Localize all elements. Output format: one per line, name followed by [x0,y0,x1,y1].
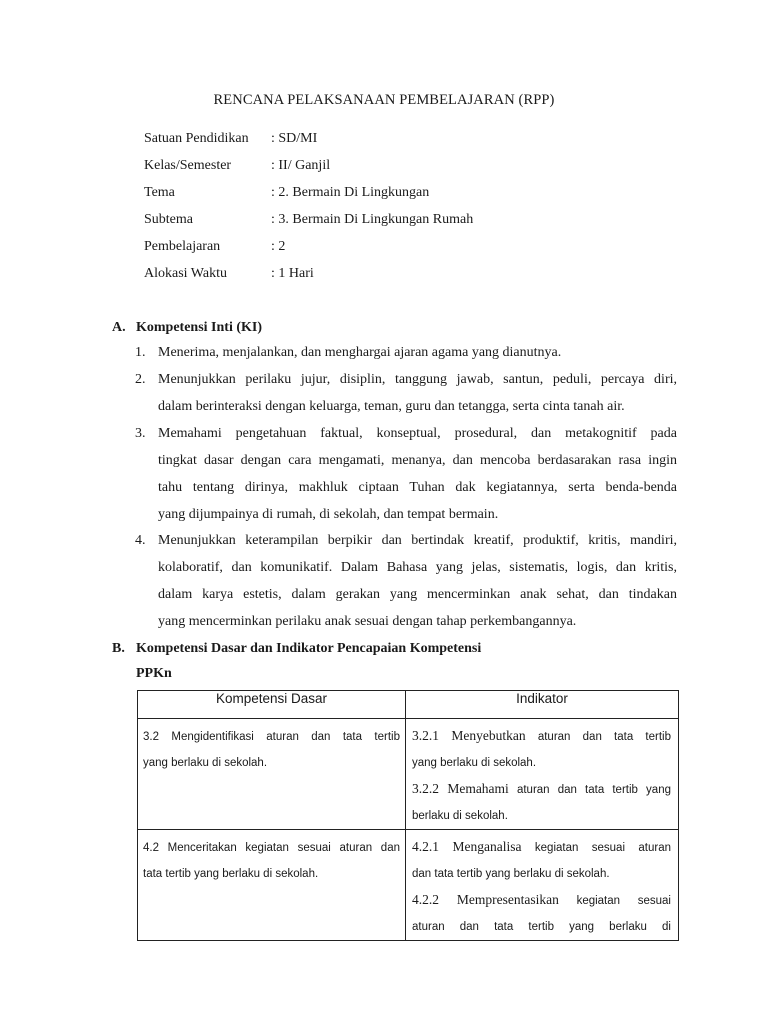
identity-row [144,212,664,232]
identity-row [144,266,664,286]
kd-cell [138,830,406,941]
kd-cell [138,719,406,830]
identity-label: Pembelajaran [144,239,221,254]
indicator-line: berlaku di sekolah. [412,810,508,822]
identity-label: Satuan Pendidikan [144,131,249,146]
indicator-cell [406,719,679,830]
indicator-cell [406,830,679,941]
indicator-text: kegiatan sesuai aturan [521,842,671,854]
indicator-text: kegiatan sesuai [558,895,671,907]
ki-text-line: dalam berinteraksi dengan keluarga, teman, guru dan tetangga, serta cinta tanah air. [158,399,625,414]
ki-text-line: kolaboratif, dan komunikatif. Dalam Bahasa yang jelas, sistematis, logis, dan kritis, [158,560,677,575]
ki-text-line: Menunjukkan keterampilan berpikir dan bertindak kreatif, produktif, kritis, mandiri, [158,533,677,548]
ki-text-line: yang dijumpainya di rumah, di sekolah, dan tempat bermain. [158,507,499,522]
kd-text-line: 3.2 Mengidentifikasi aturan dan tata tertib [143,731,400,743]
column-header-indicator: Indikator [406,691,679,719]
section-title: Kompetensi Dasar dan Indikator Pencapaian Kompetensi [136,641,482,656]
ki-number: 4. [135,533,146,548]
identity-label: Subtema [144,212,193,227]
ki-text-line: Memahami pengetahuan faktual, konseptual, prosedural, dan metakognitif pada [158,426,677,441]
indicator-verb: Memahami [439,781,509,796]
document-title: RENCANA PELAKSANAAN PEMBELAJARAN (RPP) [213,92,555,108]
indicator-line: aturan dan tata tertib yang berlaku di [412,921,671,933]
ki-text-line: tingkat dasar dengan cara mengamati, menanya, dan mencoba berdasarakan rasa ingin [158,453,677,468]
indicator-verb: Menyebutkan [439,728,526,743]
ki-text-line: dalam karya estetis, dalam gerakan yang mencerminkan anak sehat, dan tindakan [158,587,677,602]
kd-text-line: tata tertib yang berlaku di sekolah. [143,868,319,880]
indicator-verb: Menganalisa [439,839,522,854]
ki-number: 3. [135,426,146,441]
section-letter: B. [112,641,125,656]
indicator-number: 3.2.1 [412,728,439,743]
indicator-text: aturan dan tata tertib yang [508,784,671,796]
identity-row [144,185,664,205]
indicator-line: yang berlaku di sekolah. [412,757,537,769]
identity-value: : 1 Hari [271,266,314,281]
section-letter: A. [112,320,126,335]
identity-value: : 3. Bermain Di Lingkungan Rumah [271,212,474,227]
indicator-number: 3.2.2 [412,781,439,796]
ki-number: 2. [135,372,146,387]
kd-text-line: 4.2 Menceritakan kegiatan sesuai aturan dan [143,842,400,854]
identity-row [144,131,664,151]
kd-text-line: yang berlaku di sekolah. [143,757,268,769]
ki-text-line: Menunjukkan perilaku jujur, disiplin, tanggung jawab, santun, peduli, percaya diri, [158,372,677,387]
indicator-line [412,834,671,861]
identity-value: : II/ Ganjil [271,158,331,173]
identity-label: Tema [144,185,175,200]
indicator-line: dan tata tertib yang berlaku di sekolah. [412,868,610,880]
indicator-line [412,776,671,803]
identity-value: : 2. Bermain Di Lingkungan [271,185,430,200]
subject-label: PPKn [136,666,172,681]
ki-number: 1. [135,345,146,360]
identity-value: : 2 [271,239,286,254]
indicator-number: 4.2.2 [412,892,439,907]
identity-label: Alokasi Waktu [144,266,227,281]
identity-value: : SD/MI [271,131,318,146]
identity-label: Kelas/Semester [144,158,232,173]
competency-table [137,690,679,941]
ki-text-line: tahu tentang dirinya, makhluk ciptaan Tuhan dak kegiatannya, serta benda-benda [158,480,677,495]
indicator-line [412,887,671,914]
identity-row [144,239,664,259]
column-header-kd: Kompetensi Dasar [138,691,406,719]
identity-row [144,158,664,178]
ki-text-line: yang mencerminkan perilaku anak sesuai dengan tahap perkembangannya. [158,614,577,629]
indicator-verb: Mempresentasikan [439,892,559,907]
table-row [138,830,679,941]
indicator-line [412,723,671,750]
indicator-number: 4.2.1 [412,839,439,854]
table-header-row [138,691,679,719]
section-title: Kompetensi Inti (KI) [136,320,262,335]
indicator-text: aturan dan tata tertib [525,731,671,743]
ki-text-line: Menerima, menjalankan, dan menghargai ajaran agama yang dianutnya. [158,345,562,360]
table-row [138,719,679,830]
